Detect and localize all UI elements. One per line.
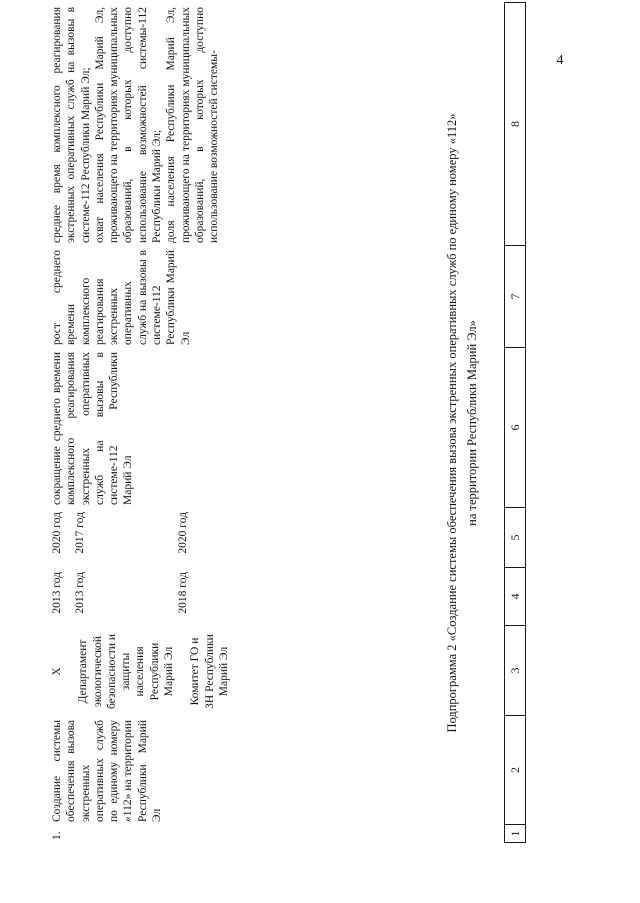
executors-cell xyxy=(50,626,430,716)
column-number-header xyxy=(504,2,526,843)
measure-name: Создание системы обеспечения вызова экстренных оперативных служб по единому номеру «112» на территории Республики Марий Эл xyxy=(51,720,164,822)
executor-1: Х xyxy=(51,667,63,676)
indicator-1: среднее время комплексного реагирования экстренных оперативных служб на вызовы в системе-112 Республики Марий Эл; xyxy=(51,7,92,243)
page-number: 4 xyxy=(556,53,564,68)
header-col-7: 7 xyxy=(505,246,526,348)
start-year-2: 2013 год xyxy=(74,572,87,614)
end-year-3: 2020 год xyxy=(176,512,189,554)
header-col-6: 6 xyxy=(505,348,526,508)
executor-3: Комитет ГО и ЗН Республики Марий Эл xyxy=(189,634,230,709)
header-col-1: 1 xyxy=(505,825,526,843)
indicator-2: охват населения Республики Марий Эл, проживающего на территориях муниципальных образований, в которых доступно использование возможностей системы-112 Республики Марий Эл; xyxy=(93,7,164,243)
start-years-cell xyxy=(50,568,430,626)
subprogram-title-line2: на территории Республики Марий Эл» xyxy=(465,320,479,526)
end-year-1: 2020 год xyxy=(51,512,63,554)
start-year-1: 2013 год xyxy=(51,572,63,614)
end-year-2: 2017 год xyxy=(74,512,87,554)
non-implementation-consequence: рост среднего времени комплексного реагирования экстренных оперативных служб на вызовы в системе-112 Республики Марий Эл xyxy=(51,250,192,345)
executor-2: Департамент экологической безопасности и защиты населения Республики Марий Эл xyxy=(77,633,176,710)
expected-result: сокращение среднего времени комплексного реагирования экстренных оперативных служб на вызовы в системе-112 Республики Марий Эл xyxy=(51,352,135,505)
subprogram-title xyxy=(442,3,486,843)
end-years-cell xyxy=(50,508,430,568)
row-number: 1. xyxy=(51,831,63,840)
start-year-3: 2018 год xyxy=(176,572,189,614)
header-col-3: 3 xyxy=(505,626,526,716)
measure-table xyxy=(50,3,430,843)
header-col-8: 8 xyxy=(505,3,526,246)
table-row xyxy=(50,3,430,843)
subprogram-title-line1: Подпрограмма 2 «Создание системы обеспечения вызова экстренных оперативных служб по единому номеру «112» xyxy=(445,113,459,733)
header-col-4: 4 xyxy=(505,568,526,626)
indicator-3: доля населения Республики Марий Эл, проживающего на территориях муниципальных образований, в которых доступно использование возможностей системы- xyxy=(165,7,221,243)
header-col-2: 2 xyxy=(505,716,526,825)
header-col-5: 5 xyxy=(505,508,526,568)
indicators-cell xyxy=(50,3,430,246)
